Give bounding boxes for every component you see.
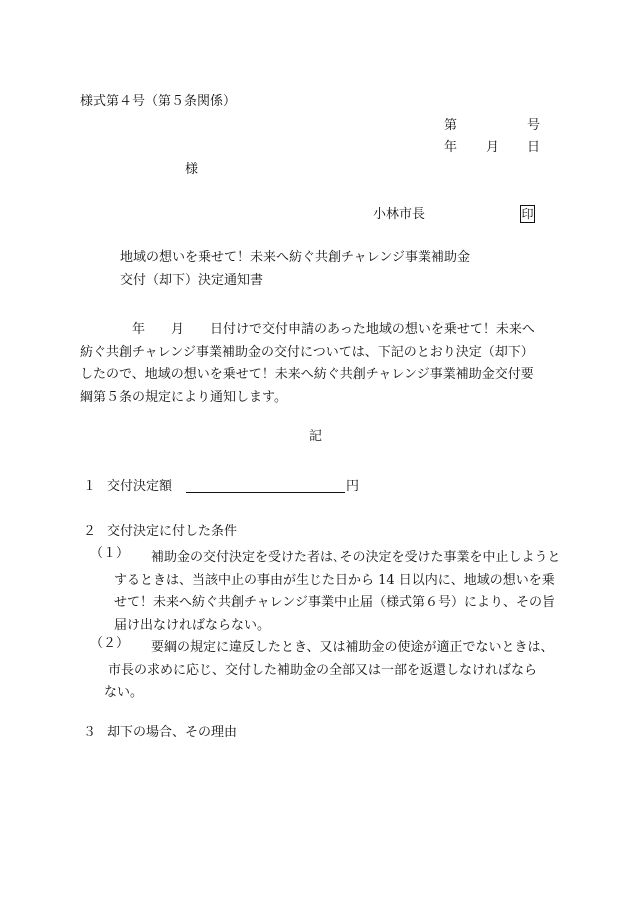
condition-1-line: せて！未来へ紡ぐ共創チャレンジ事業中止届（様式第６号）により、その旨 [114,595,555,610]
addressee-suffix: 様 [185,162,199,177]
item-1-label: 交付決定額 [107,479,173,494]
item-3-label: 却下の場合、その理由 [107,725,238,740]
condition-1-line: するときは、当該中止の事由が生じた日から 14 日以内に、地域の想いを乗 [114,572,555,588]
condition-1-line: 補助金の交付決定を受けた者は､その決定を受けた事業を中止しようと [138,550,561,565]
seal-box: 印 [521,207,534,221]
item-3-number: ３ [83,725,97,740]
date-month-label: 月 [486,140,500,155]
document-title-line-2: 交付（却下）決定通知書 [120,273,264,288]
ki-heading: 記 [309,429,323,444]
document-title-line-1: 地域の想いを乗せて！未来へ紡ぐ共創チャレンジ事業補助金 [120,250,470,265]
body-line: 綱第５条の規定により通知します。 [80,389,287,405]
issuer-name: 小林市長 [373,207,426,222]
item-2-label: 交付決定に付した条件 [107,524,238,539]
date-year-label: 年 [444,140,458,155]
condition-2-number: （２） [90,636,130,651]
body-line: 年 月 日付けで交付申請のあった地域の想いを乗せて！未来へ [80,322,535,337]
document-number-prefix: 第 [444,118,458,133]
condition-2-text [104,637,564,705]
amount-unit: 円 [346,479,360,494]
condition-2-line: 要綱の規定に違反したとき、又は補助金の使途が適正でないときは、 [138,640,554,655]
form-number: 様式第４号（第５条関係） [80,94,237,109]
condition-1-line: 届け出なければならない。 [114,617,271,633]
condition-2-line: 市長の求めに応じ、交付した補助金の全部又は一部を返還しなければなら [108,662,538,678]
body-line: したので、地域の想いを乗せて！未来へ紡ぐ共創チャレンジ事業補助金交付要 [80,367,534,382]
condition-1-text [104,547,564,637]
body-paragraph [80,319,560,409]
condition-2-line: ない。 [104,685,144,700]
date-day-label: 日 [527,140,541,155]
condition-1-number: （１） [90,546,130,561]
amount-blank-line [186,478,345,493]
item-1-number: １ [83,479,97,494]
item-2-number: ２ [83,524,97,539]
body-line: 紡ぐ共創チャレンジ事業補助金の交付については、下記のとおり決定（却下） [80,344,534,360]
document-number-suffix: 号 [527,118,541,133]
